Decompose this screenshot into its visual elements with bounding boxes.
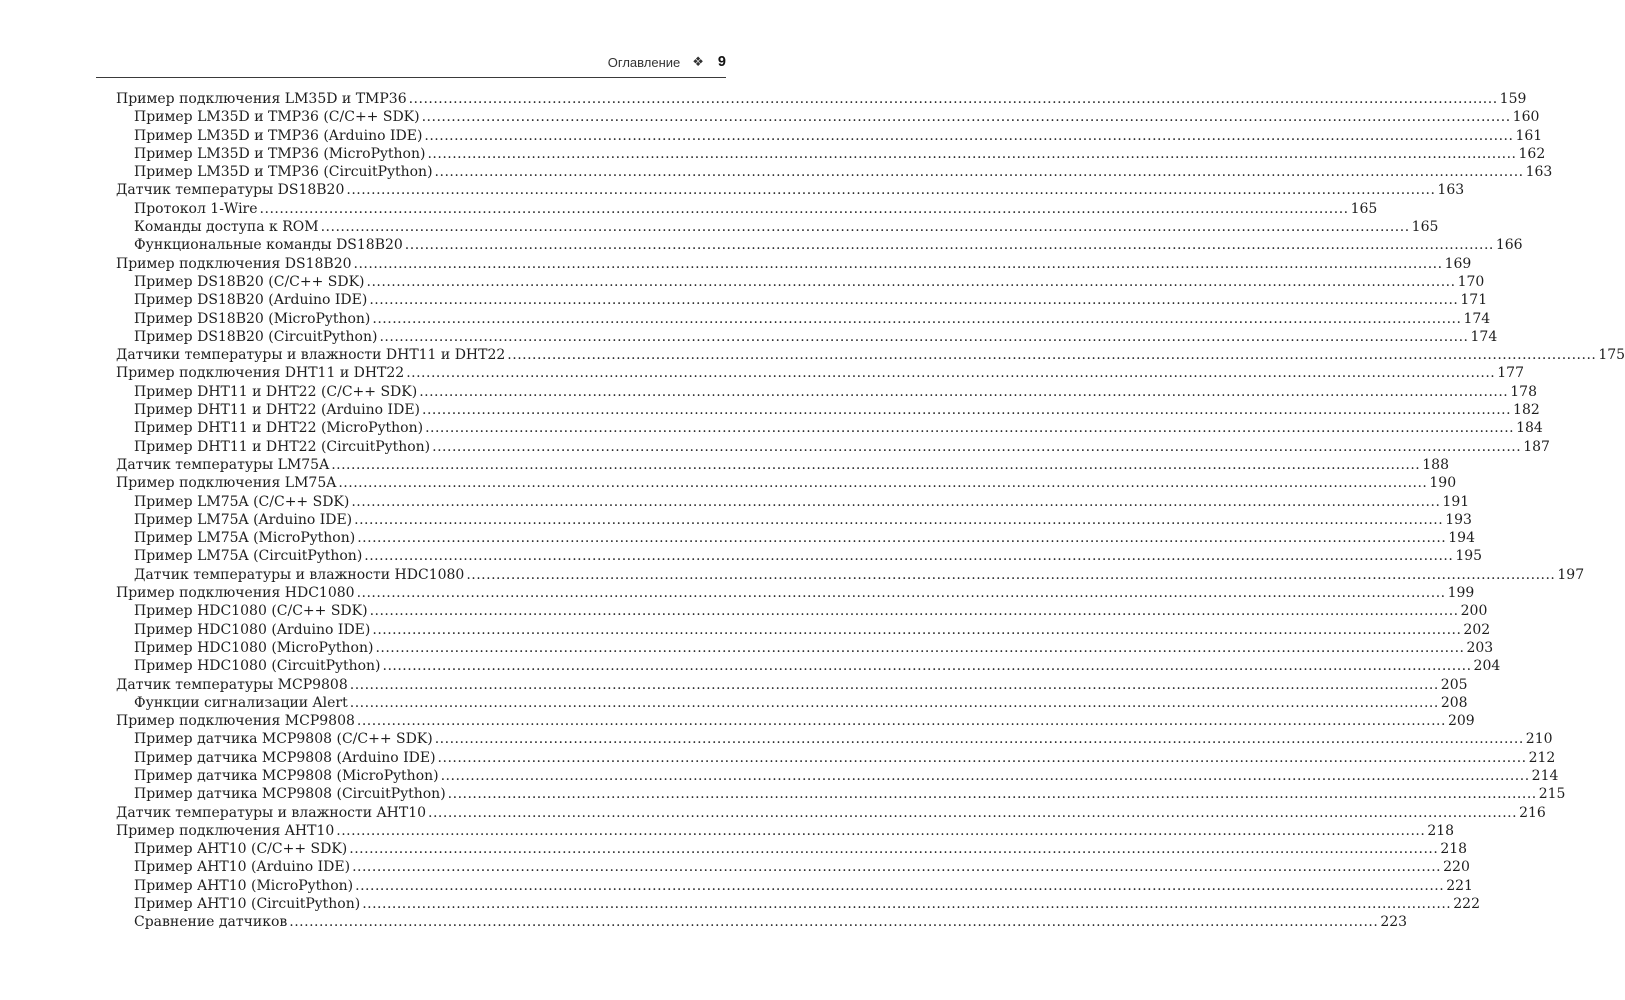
toc-entry-page: 193 bbox=[1445, 511, 1472, 528]
toc-entry-title: Пример LM75A (CircuitPython) bbox=[134, 548, 363, 565]
dot-leader: ............................................................................................................................................................................................................................ bbox=[355, 877, 1445, 894]
toc-subentry[interactable] bbox=[116, 419, 1543, 437]
dot-leader: ............................................................................................................................................................................................................................ bbox=[289, 914, 1379, 931]
dot-leader: ............................................................................................................................................................................................................................ bbox=[440, 767, 1530, 784]
dot-leader: ............................................................................................................................................................................................................................ bbox=[259, 200, 1349, 217]
toc-entry-page: 174 bbox=[1470, 328, 1498, 345]
toc-subentry[interactable] bbox=[116, 547, 1483, 565]
toc-entry-title: Функции сигнализации Alert bbox=[134, 694, 348, 711]
toc-entry-page: 175 bbox=[1598, 347, 1625, 364]
toc-entry-page: 218 bbox=[1427, 822, 1455, 839]
toc-subentry[interactable] bbox=[116, 858, 1470, 876]
dot-leader: ............................................................................................................................................................................................................................ bbox=[356, 585, 1446, 602]
toc-entry-title: Пример LM75A (Arduino IDE) bbox=[134, 511, 353, 528]
dot-leader: ............................................................................................................................................................................................................................ bbox=[432, 438, 1522, 455]
toc-entry-title: Пример DS18B20 (CircuitPython) bbox=[134, 328, 378, 345]
toc-entry-title: Пример LM75A (C/C++ SDK) bbox=[134, 493, 350, 510]
running-header-title: Оглавление bbox=[607, 54, 681, 70]
toc-entry-page: 187 bbox=[1523, 438, 1550, 455]
toc-entry-title: Пример датчика MCP9808 (CircuitPython) bbox=[134, 786, 446, 803]
toc-subentry[interactable] bbox=[116, 895, 1480, 913]
toc-subentry[interactable] bbox=[116, 493, 1470, 511]
toc-entry-title: Пример подключения LM35D и TMP36 bbox=[116, 91, 407, 107]
toc-entry-page: 210 bbox=[1525, 731, 1553, 748]
toc-entry-page: 194 bbox=[1448, 530, 1475, 547]
toc-subentry[interactable] bbox=[116, 273, 1485, 291]
dot-leader: ............................................................................................................................................................................................................................ bbox=[349, 694, 1439, 711]
toc-subentry[interactable] bbox=[116, 657, 1501, 675]
dot-leader: ............................................................................................................................................................................................................................ bbox=[364, 548, 1454, 565]
toc-entry-page: 188 bbox=[1422, 456, 1449, 473]
toc-entry-title: Пример AHT10 (MicroPython) bbox=[134, 877, 354, 894]
dot-leader: ............................................................................................................................................................................................................................ bbox=[427, 145, 1517, 162]
toc-entry-title: Пример подключения HDC1080 bbox=[116, 585, 355, 602]
toc-entry[interactable] bbox=[116, 255, 1472, 273]
dot-leader: ............................................................................................................................................................................................................................ bbox=[507, 347, 1597, 364]
dot-leader: ............................................................................................................................................................................................................................ bbox=[422, 402, 1512, 419]
dot-leader: ............................................................................................................................................................................................................................ bbox=[382, 658, 1472, 675]
dot-leader: ............................................................................................................................................................................................................................ bbox=[366, 273, 1456, 290]
toc-entry-page: 223 bbox=[1380, 914, 1408, 931]
toc-entry-page: 202 bbox=[1463, 621, 1491, 638]
toc-entry-title: Пример HDC1080 (Arduino IDE) bbox=[134, 621, 371, 638]
toc-entry-page: 215 bbox=[1538, 786, 1566, 803]
toc-subentry[interactable] bbox=[116, 639, 1494, 657]
toc-subentry[interactable] bbox=[116, 291, 1488, 309]
toc-entry-title: Пример подключения AHT10 bbox=[116, 822, 335, 839]
toc-entry-page: 197 bbox=[1557, 566, 1585, 583]
toc-entry-title: Пример AHT10 (Arduino IDE) bbox=[134, 859, 351, 876]
dot-leader: ............................................................................................................................................................................................................................ bbox=[362, 896, 1452, 913]
toc-entry-title: Пример DS18B20 (MicroPython) bbox=[134, 310, 371, 327]
dot-leader: ............................................................................................................................................................................................................................ bbox=[372, 310, 1462, 327]
toc-entry-title: Пример AHT10 (CircuitPython) bbox=[134, 896, 361, 913]
toc-entry-page: 174 bbox=[1463, 310, 1491, 327]
toc-subentry[interactable] bbox=[116, 310, 1491, 328]
toc-entry-page: 165 bbox=[1350, 200, 1378, 217]
dot-leader: ............................................................................................................................................................................................................................ bbox=[349, 676, 1439, 693]
toc-entry-page: 200 bbox=[1460, 603, 1488, 620]
toc-entry-page: 171 bbox=[1460, 292, 1488, 309]
toc-entry-page: 195 bbox=[1455, 548, 1483, 565]
dot-leader: ............................................................................................................................................................................................................................ bbox=[331, 456, 1421, 473]
toc-entry-page: 191 bbox=[1442, 493, 1470, 510]
toc-entry-title: Пример подключения LM75A bbox=[116, 475, 337, 492]
toc-subentry[interactable] bbox=[116, 328, 1498, 346]
toc-entry-page: 212 bbox=[1528, 749, 1556, 766]
toc-subentry[interactable] bbox=[116, 529, 1475, 547]
toc-entry-title: Сравнение датчиков bbox=[134, 914, 288, 931]
toc-entry-page: 221 bbox=[1446, 877, 1473, 894]
toc-entry-title: Пример датчика MCP9808 (Arduino IDE) bbox=[134, 749, 436, 766]
dot-leader: ............................................................................................................................................................................................................................ bbox=[349, 841, 1439, 858]
toc-entry[interactable] bbox=[116, 346, 1625, 364]
dot-leader: ............................................................................................................................................................................................................................ bbox=[437, 749, 1527, 766]
toc-entry[interactable] bbox=[116, 804, 1546, 822]
toc-subentry[interactable] bbox=[116, 602, 1488, 620]
toc-entry-title: Пример подключения DS18B20 bbox=[116, 255, 352, 272]
toc-entry[interactable] bbox=[116, 474, 1457, 492]
toc-entry[interactable] bbox=[116, 584, 1475, 602]
dot-leader: ............................................................................................................................................................................................................................ bbox=[379, 328, 1469, 345]
toc-entry-page: 170 bbox=[1457, 273, 1485, 290]
toc-entry-title: Пример подключения DHT11 и DHT22 bbox=[116, 365, 405, 382]
toc-entry-title: Функциональные команды DS18B20 bbox=[134, 237, 403, 254]
dot-leader: ............................................................................................................................................................................................................................ bbox=[424, 127, 1514, 144]
toc-entry-page: 204 bbox=[1473, 658, 1501, 675]
dot-leader: ............................................................................................................................................................................................................................ bbox=[406, 365, 1496, 382]
toc-subentry[interactable] bbox=[116, 236, 1523, 254]
dot-leader: ............................................................................................................................................................................................................................ bbox=[434, 164, 1524, 181]
toc-subentry[interactable] bbox=[116, 840, 1468, 858]
dot-leader: ............................................................................................................................................................................................................................ bbox=[320, 219, 1410, 236]
header-divider bbox=[96, 77, 726, 78]
toc-entry-page: 190 bbox=[1429, 475, 1457, 492]
page-number: 9 bbox=[717, 54, 726, 70]
table-of-contents bbox=[116, 90, 1625, 932]
dot-leader: ............................................................................................................................................................................................................................ bbox=[353, 255, 1443, 272]
toc-subentry[interactable] bbox=[116, 730, 1553, 748]
toc-subentry[interactable] bbox=[116, 621, 1491, 639]
dot-leader: ............................................................................................................................................................................................................................ bbox=[404, 237, 1494, 254]
toc-entry-page: 165 bbox=[1411, 219, 1439, 236]
toc-entry-page: 163 bbox=[1437, 182, 1465, 199]
toc-entry-title: Пример LM35D и TMP36 (CircuitPython) bbox=[134, 164, 433, 181]
toc-entry-page: 182 bbox=[1513, 402, 1540, 419]
dot-leader: ............................................................................................................................................................................................................................ bbox=[346, 182, 1436, 199]
toc-subentry[interactable] bbox=[116, 767, 1559, 785]
toc-entry[interactable] bbox=[116, 181, 1465, 199]
toc-entry-title: Пример AHT10 (C/C++ SDK) bbox=[134, 841, 348, 858]
toc-entry-page: 199 bbox=[1447, 585, 1475, 602]
dot-leader: ............................................................................................................................................................................................................................ bbox=[352, 859, 1442, 876]
toc-subentry[interactable] bbox=[116, 785, 1566, 803]
toc-entry-page: 218 bbox=[1440, 841, 1468, 858]
toc-subentry[interactable] bbox=[116, 913, 1408, 931]
dot-leader: ............................................................................................................................................................................................................................ bbox=[408, 91, 1498, 107]
toc-entry-title: Пример подключения MCP9808 bbox=[116, 713, 355, 730]
toc-entry-title: Пример DHT11 и DHT22 (C/C++ SDK) bbox=[134, 383, 418, 400]
toc-entry-page: 222 bbox=[1453, 896, 1480, 913]
toc-entry-page: 205 bbox=[1440, 676, 1468, 693]
toc-entry[interactable] bbox=[116, 822, 1455, 840]
dot-leader: ............................................................................................................................................................................................................................ bbox=[372, 621, 1462, 638]
toc-entry-title: Пример HDC1080 (C/C++ SDK) bbox=[134, 603, 368, 620]
toc-entry-title: Датчик температуры и влажности HDC1080 bbox=[134, 566, 465, 583]
toc-entry-title: Пример LM75A (MicroPython) bbox=[134, 530, 356, 547]
dot-leader: ............................................................................................................................................................................................................................ bbox=[419, 383, 1509, 400]
toc-entry-title: Пример HDC1080 (CircuitPython) bbox=[134, 658, 381, 675]
toc-subentry[interactable] bbox=[116, 145, 1546, 163]
toc-entry-page: 169 bbox=[1444, 255, 1472, 272]
toc-subentry[interactable] bbox=[116, 566, 1585, 584]
toc-subentry[interactable] bbox=[116, 511, 1472, 529]
toc-entry-page: 184 bbox=[1516, 420, 1543, 437]
toc-entry-title: Датчики температуры и влажности DHT11 и DHT22 bbox=[116, 347, 506, 364]
dot-leader: ............................................................................................................................................................................................................................ bbox=[356, 713, 1446, 730]
toc-entry-title: Пример LM35D и TMP36 (C/C++ SDK) bbox=[134, 109, 420, 126]
running-header bbox=[96, 54, 726, 70]
toc-entry-page: 220 bbox=[1443, 859, 1470, 876]
toc-entry-page: 177 bbox=[1497, 365, 1524, 382]
toc-entry-page: 161 bbox=[1515, 127, 1543, 144]
toc-entry-page: 216 bbox=[1519, 804, 1546, 821]
dot-leader: ............................................................................................................................................................................................................................ bbox=[354, 511, 1444, 528]
toc-subentry[interactable] bbox=[116, 108, 1540, 126]
toc-subentry[interactable] bbox=[116, 218, 1439, 236]
toc-entry-title: Протокол 1-Wire bbox=[134, 200, 258, 217]
dot-leader: ............................................................................................................................................................................................................................ bbox=[425, 420, 1515, 437]
dot-leader: ............................................................................................................................................................................................................................ bbox=[369, 292, 1459, 309]
toc-subentry[interactable] bbox=[116, 383, 1537, 401]
toc-entry-title: Пример DS18B20 (Arduino IDE) bbox=[134, 292, 368, 309]
toc-entry-page: 178 bbox=[1510, 383, 1537, 400]
toc-entry-page: 162 bbox=[1518, 145, 1546, 162]
toc-entry-page: 208 bbox=[1440, 694, 1468, 711]
toc-subentry[interactable] bbox=[116, 694, 1468, 712]
toc-entry-title: Датчик температуры DS18B20 bbox=[116, 182, 345, 199]
toc-entry-title: Пример DHT11 и DHT22 (CircuitPython) bbox=[134, 438, 431, 455]
toc-entry-title: Пример DHT11 и DHT22 (MicroPython) bbox=[134, 420, 424, 437]
ornament-icon: ❖ bbox=[692, 54, 704, 69]
dot-leader: ............................................................................................................................................................................................................................ bbox=[428, 804, 1518, 821]
dot-leader: ............................................................................................................................................................................................................................ bbox=[357, 530, 1447, 547]
toc-entry-title: Датчик температуры и влажности AHT10 bbox=[116, 804, 427, 821]
dot-leader: ............................................................................................................................................................................................................................ bbox=[466, 566, 1556, 583]
toc-subentry[interactable] bbox=[116, 127, 1543, 145]
toc-entry-title: Пример DHT11 и DHT22 (Arduino IDE) bbox=[134, 402, 420, 419]
toc-entry[interactable] bbox=[116, 456, 1449, 474]
dot-leader: ............................................................................................................................................................................................................................ bbox=[369, 603, 1459, 620]
toc-entry-title: Пример DS18B20 (C/C++ SDK) bbox=[134, 273, 365, 290]
toc-subentry[interactable] bbox=[116, 749, 1556, 767]
toc-entry-title: Пример LM35D и TMP36 (Arduino IDE) bbox=[134, 127, 423, 144]
toc-entry[interactable] bbox=[116, 90, 1527, 108]
toc-entry[interactable] bbox=[116, 676, 1468, 694]
dot-leader: ............................................................................................................................................................................................................................ bbox=[375, 639, 1465, 656]
toc-subentry[interactable] bbox=[116, 438, 1550, 456]
toc-entry-title: Датчик температуры LM75A bbox=[116, 456, 330, 473]
dot-leader: ............................................................................................................................................................................................................................ bbox=[421, 109, 1511, 126]
toc-subentry[interactable] bbox=[116, 877, 1473, 895]
toc-entry-title: Пример датчика MCP9808 (MicroPython) bbox=[134, 767, 439, 784]
toc-entry[interactable] bbox=[116, 364, 1524, 382]
toc-entry-page: 160 bbox=[1512, 109, 1540, 126]
toc-entry-title: Пример датчика MCP9808 (C/C++ SDK) bbox=[134, 731, 433, 748]
toc-entry-title: Пример HDC1080 (MicroPython) bbox=[134, 639, 374, 656]
toc-subentry[interactable] bbox=[116, 200, 1378, 218]
toc-entry-page: 159 bbox=[1499, 91, 1527, 107]
dot-leader: ............................................................................................................................................................................................................................ bbox=[447, 786, 1537, 803]
toc-entry-page: 209 bbox=[1447, 713, 1475, 730]
dot-leader: ............................................................................................................................................................................................................................ bbox=[338, 475, 1428, 492]
toc-entry-page: 166 bbox=[1495, 237, 1523, 254]
dot-leader: ............................................................................................................................................................................................................................ bbox=[434, 731, 1524, 748]
toc-entry-page: 163 bbox=[1525, 164, 1553, 181]
toc-subentry[interactable] bbox=[116, 163, 1553, 181]
toc-entry-page: 203 bbox=[1466, 639, 1494, 656]
toc-entry-title: Пример LM35D и TMP36 (MicroPython) bbox=[134, 145, 426, 162]
dot-leader: ............................................................................................................................................................................................................................ bbox=[351, 493, 1441, 510]
toc-entry-title: Датчик температуры MCP9808 bbox=[116, 676, 348, 693]
toc-subentry[interactable] bbox=[116, 401, 1540, 419]
toc-entry[interactable] bbox=[116, 712, 1475, 730]
dot-leader: ............................................................................................................................................................................................................................ bbox=[336, 822, 1426, 839]
toc-entry-page: 214 bbox=[1531, 767, 1559, 784]
toc-entry-title: Команды доступа к ROM bbox=[134, 219, 319, 236]
